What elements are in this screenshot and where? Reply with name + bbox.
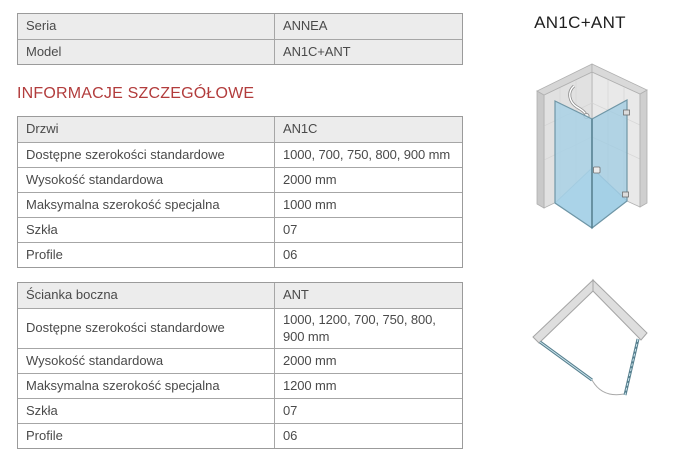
spec-label: Model <box>18 40 275 64</box>
door-swing-arc <box>592 380 624 395</box>
side-glass-panel <box>555 101 592 228</box>
spec-label: Seria <box>18 14 275 39</box>
table-row <box>18 192 462 217</box>
spec-value: 2000 mm <box>283 171 337 187</box>
model-title: AN1C+ANT <box>534 13 626 32</box>
table-row <box>18 373 462 398</box>
table-row <box>18 142 462 167</box>
spec-value: AN1C <box>283 121 318 137</box>
table-row <box>18 242 462 267</box>
door-glass-panel <box>592 100 627 228</box>
spec-sheet <box>17 13 463 449</box>
spec-label: Profile <box>18 424 275 448</box>
spec-value: 1000 mm <box>283 196 337 212</box>
door-hinge-icon <box>624 110 630 115</box>
door-table <box>17 116 463 268</box>
spec-label: Dostępne szerokości standardowe <box>18 143 275 167</box>
spec-label: Maksymalna szerokość specjalna <box>18 374 275 398</box>
spec-value: 1000, 700, 750, 800, 900 mm <box>283 146 451 162</box>
table-header-row <box>18 117 462 142</box>
spec-label: Szkła <box>18 218 275 242</box>
table-row <box>18 398 462 423</box>
spec-value: 1000, 1200, 700, 750, 800, 900 mm <box>283 312 436 344</box>
enclosure-3d-diagram <box>528 56 678 241</box>
spec-label: Wysokość standardowa <box>18 168 275 192</box>
table-row <box>18 423 462 448</box>
spec-value: 2000 mm <box>283 352 337 368</box>
door-handle-icon <box>594 167 601 173</box>
door-hinge-icon <box>623 192 629 197</box>
enclosure-plan-diagram <box>524 276 674 416</box>
side-panel-table <box>17 282 463 449</box>
spec-label: Drzwi <box>18 117 275 142</box>
table-row <box>18 308 462 348</box>
table-row <box>18 348 462 373</box>
spec-label: Ścianka boczna <box>18 283 275 308</box>
spec-label: Profile <box>18 243 275 267</box>
spec-value: 1200 mm <box>283 377 337 393</box>
spec-value: ANT <box>283 287 309 303</box>
spec-label: Maksymalna szerokość specjalna <box>18 193 275 217</box>
table-row <box>18 217 462 242</box>
spec-label: Wysokość standardowa <box>18 349 275 373</box>
spec-value: 07 <box>283 221 298 237</box>
section-heading: INFORMACJE SZCZEGÓŁOWE <box>17 85 255 102</box>
table-header-row <box>18 283 462 308</box>
spec-label: Dostępne szerokości standardowe <box>18 309 275 348</box>
side-glass-plan <box>540 342 592 380</box>
door-glass-plan <box>625 339 638 395</box>
spec-value: 06 <box>283 246 298 262</box>
series-model-table <box>17 13 463 65</box>
spec-label: Szkła <box>18 399 275 423</box>
spec-value: AN1C+ANT <box>283 43 351 59</box>
spec-value: 06 <box>283 427 298 443</box>
table-row <box>18 14 462 39</box>
walls-plan <box>533 280 647 343</box>
table-row <box>18 167 462 192</box>
spec-value: 07 <box>283 402 298 418</box>
spec-value: ANNEA <box>283 18 328 34</box>
table-row <box>18 39 462 64</box>
